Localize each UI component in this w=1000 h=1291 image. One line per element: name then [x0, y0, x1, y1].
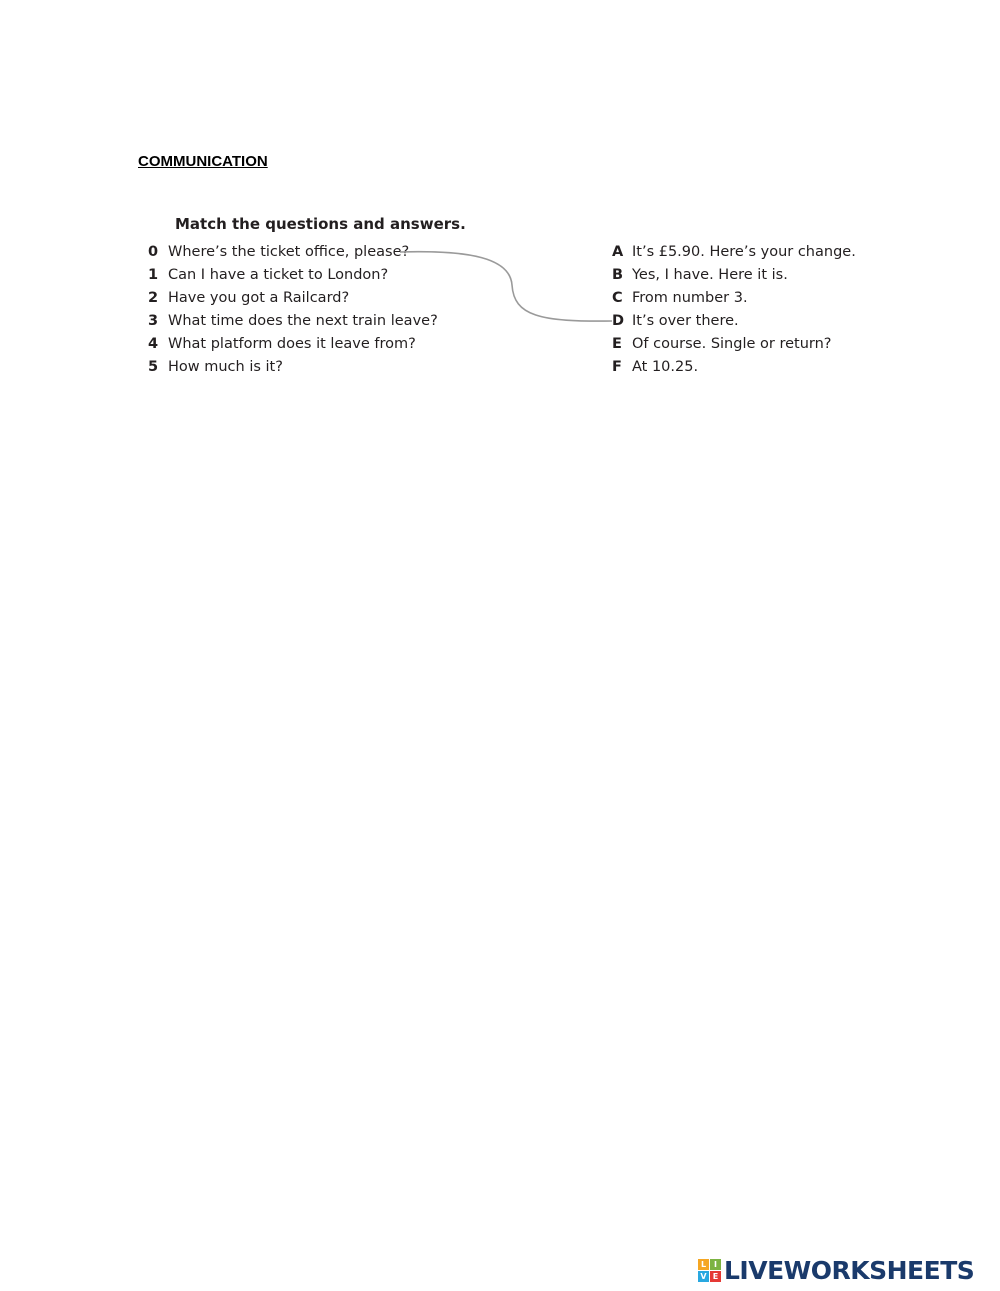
answer-text: It’s over there.: [632, 313, 739, 329]
question-number: 0: [148, 244, 159, 260]
question-number: 3: [148, 313, 159, 329]
question-text: How much is it?: [168, 359, 283, 375]
question-number: 5: [148, 359, 159, 375]
question-text: Have you got a Railcard?: [168, 290, 350, 306]
answer-letter: A: [612, 244, 624, 260]
question-number: 1: [148, 267, 159, 283]
connector-curve: [400, 252, 612, 321]
section-title: COMMUNICATION: [138, 153, 268, 170]
question-text: Where’s the ticket office, please?: [168, 244, 410, 260]
logo-box: V: [698, 1271, 709, 1282]
logo-box: I: [710, 1259, 721, 1270]
logo-box: L: [698, 1259, 709, 1270]
question-text: What time does the next train leave?: [168, 313, 438, 329]
question-text: Can I have a ticket to London?: [168, 267, 389, 283]
answer-text: From number 3.: [632, 290, 748, 306]
logo-box: E: [710, 1271, 721, 1282]
question-number: 2: [148, 290, 159, 306]
answer-text: At 10.25.: [632, 359, 699, 375]
answer-letter: F: [612, 359, 622, 375]
answer-letter: D: [612, 313, 625, 329]
answer-text: It’s £5.90. Here’s your change.: [632, 244, 856, 260]
answer-letter: C: [612, 290, 623, 306]
answer-text: Of course. Single or return?: [632, 336, 832, 352]
liveworksheets-logo: [698, 1257, 974, 1283]
answer-letter: B: [612, 267, 624, 283]
logo-mark: [698, 1259, 721, 1282]
answer-text: Yes, I have. Here it is.: [632, 267, 788, 283]
example-match-line: [0, 0, 1000, 400]
logo-text: LIVEWORKSHEETS: [724, 1255, 975, 1285]
exercise-instruction: Match the questions and answers.: [175, 215, 466, 233]
question-text: What platform does it leave from?: [168, 336, 416, 352]
question-number: 4: [148, 336, 159, 352]
answer-letter: E: [612, 336, 622, 352]
